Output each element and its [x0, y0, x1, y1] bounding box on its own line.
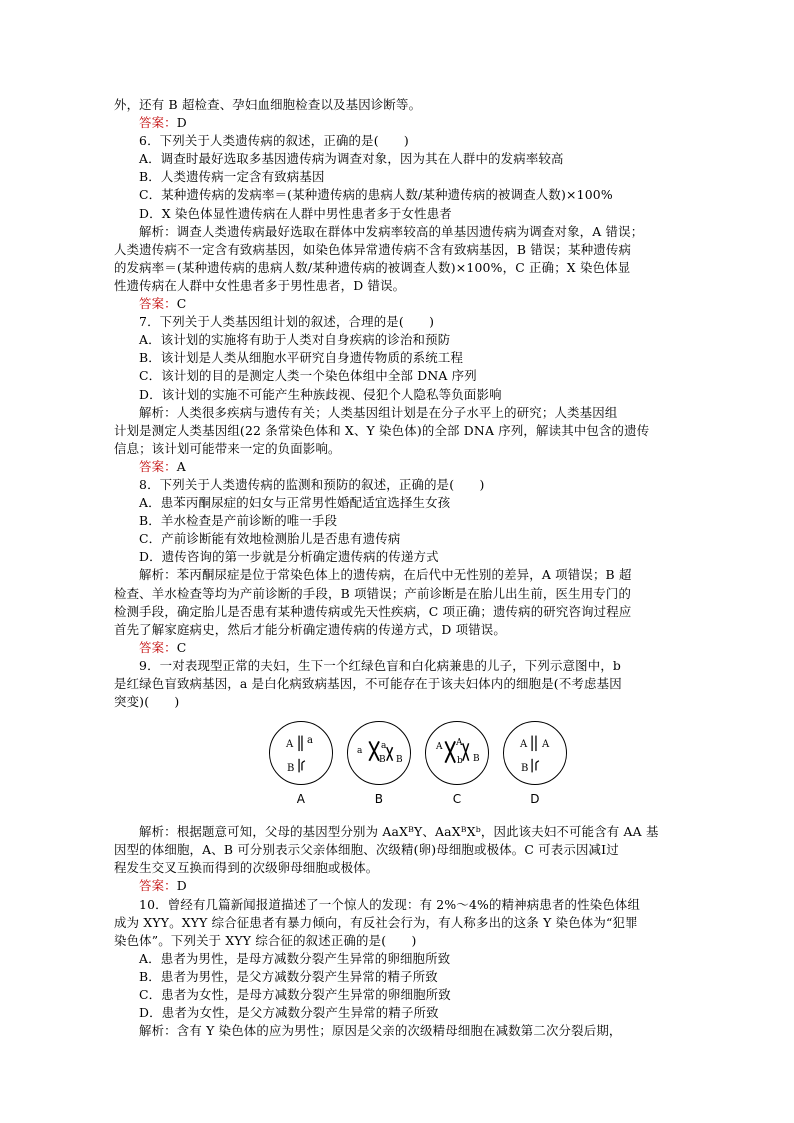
answer-label: 答案： — [139, 296, 177, 312]
cell-a-caption: A — [296, 792, 306, 807]
answer-label: 答案： — [139, 458, 177, 474]
option-line: D．遗传咨询的第一步就是分析确定遗传病的传递方式 — [139, 549, 439, 565]
cell-b-caption: B — [374, 792, 384, 807]
cell-c — [425, 721, 489, 785]
text-line: 外，还有 B 超检查、孕妇血细胞检查以及基因诊断等。 — [114, 97, 422, 112]
cell-a — [269, 721, 333, 785]
text-line: 人类遗传病不一定含有致病基因，如染色体异常遗传病不含有致病基因，B 错误；某种遗传病 — [114, 241, 632, 257]
text-line: 性遗传病在人群中女性患者多于男性患者，D 错误。 — [114, 277, 406, 293]
cell-a-chromosomes — [270, 722, 332, 784]
answer-value: D — [176, 115, 187, 131]
answer-line — [114, 639, 674, 657]
cell-c-caption: C — [452, 792, 462, 807]
document-body — [114, 96, 674, 1040]
answer-line — [114, 458, 674, 476]
option-line: C．某种遗传病的发病率＝(某种遗传病的患病人数/某种遗传病的被调查人数)×100% — [139, 187, 613, 203]
cell-a-gene-3: B — [287, 763, 295, 775]
option-line: C．产前诊断能有效地检测胎儿是否患有遗传病 — [139, 531, 401, 547]
paragraph-start-line: 解析：含有 Y 染色体的应为男性；原因是父亲的次级精母细胞在减数第二次分裂后期， — [139, 1023, 622, 1039]
text-line: 的发病率＝(某种遗传病的患病人数/某种遗传病的被调查人数)×100%，C 正确；X 染色体显 — [114, 259, 631, 275]
text-line: 计划是测定人类基因组(22 条常染色体和 X、Y 染色体)的全部 DNA 序列，解读其中包含的遗传 — [114, 422, 650, 438]
cell-d-gene-2: A — [542, 739, 550, 751]
text-block-bottom — [114, 823, 674, 1040]
text-line: 检测手段，确定胎儿是否患有某种遗传病或先天性疾病，C 项正确；遗传病的研究咨询过程应 — [114, 603, 632, 619]
paragraph-start-line: 9．一对表现型正常的夫妇，生下一个红绿色盲和白化病兼患的儿子，下列示意图中，b — [139, 657, 622, 673]
cell-d-caption: D — [530, 792, 540, 807]
text-line: 程发生交叉互换而得到的次级卵母细胞或极体。 — [114, 860, 379, 876]
paragraph-start-line: 8．下列关于人类遗传病的监测和预防的叙述，正确的是( ) — [139, 476, 485, 492]
text-line: 染色体”。下列关于 XYY 综合征的叙述正确的是( ) — [114, 932, 417, 948]
text-line: 是红绿色盲致病基因，a 是白化病致病基因，不可能存在于该夫妇体内的细胞是(不考虑基因 — [114, 676, 622, 691]
text-line: 检查、羊水检查等均为产前诊断的手段，B 项错误；产前诊断是在胎儿出生前，医生用专门的 — [114, 585, 632, 601]
option-line: A．调查时最好选取多基因遗传病为调查对象，因为其在人群中的发病率较高 — [139, 151, 564, 167]
cell-d — [503, 721, 567, 785]
cell-d-chromosomes — [504, 722, 566, 784]
paragraph-start-line: 6．下列关于人类遗传病的叙述，正确的是( ) — [139, 133, 409, 149]
answer-value: A — [176, 458, 186, 474]
paragraph-start-line: 解析：调查人类遗传病最好选取在群体中发病率较高的单基因遗传病为调查对象，A 错误； — [139, 223, 644, 239]
paragraph-start-line: 解析：人类很多疾病与遗传有关；人类基因组计划是在分子水平上的研究；人类基因组 — [139, 404, 618, 420]
answer-label: 答案： — [139, 115, 177, 131]
cell-b-gene-2: a — [381, 741, 387, 752]
option-line: D．X 染色体显性遗传病在人群中男性患者多于女性患者 — [139, 205, 452, 221]
answer-value: D — [176, 878, 187, 894]
cell-b — [347, 721, 411, 785]
option-line: C．患者为女性，是母方减数分裂产生异常的卵细胞所致 — [139, 987, 451, 1003]
option-line: D．该计划的实施不可能产生种族歧视、侵犯个人隐私等负面影响 — [139, 386, 502, 402]
text-line: 成为 XYY。XYY 综合征患者有暴力倾向，有反社会行为，有人称多出的这条 Y 染色体为“犯罪 — [114, 914, 638, 930]
cell-c-gene-3: b — [457, 756, 463, 767]
paragraph-start-line: 解析：根据题意可知，父母的基因型分别为 AaXᴮY、AaXᴮXᵇ，因此该夫妇不可能含有 AA 基 — [139, 824, 659, 840]
cell-a-gene-2: a — [307, 735, 314, 747]
cell-a-gene-1: A — [286, 739, 294, 751]
answer-value: C — [176, 639, 187, 655]
answer-label: 答案： — [139, 878, 177, 894]
option-line: B．羊水检查是产前诊断的唯一手段 — [139, 513, 338, 529]
text-line: 因型的体细胞，A、B 可分别表示父亲体细胞、次级精(卵)母细胞或极体。C 可表示因减Ⅰ过 — [114, 842, 619, 858]
paragraph-start-line: 10．曾经有几篇新闻报道描述了一个惊人的发现：有 2%～4%的精神病患者的性染色体组 — [139, 896, 641, 912]
option-line: D．患者为女性，是父方减数分裂产生异常的精子所致 — [139, 1005, 439, 1021]
option-line: B．该计划是人类从细胞水平研究自身遗传物质的系统工程 — [139, 350, 464, 366]
option-line: C．该计划的目的是测定人类一个染色体组中全部 DNA 序列 — [139, 368, 477, 384]
option-line: A．患苯丙酮尿症的妇女与正常男性婚配适宜选择生女孩 — [139, 495, 451, 511]
answer-line — [114, 114, 674, 132]
cell-b-gene-3: B — [379, 755, 386, 766]
option-line: B．人类遗传病一定含有致病基因 — [139, 169, 325, 185]
text-block-top — [114, 96, 674, 711]
cell-c-gene-4: B — [473, 754, 480, 765]
text-line: 首先了解家庭病史，然后才能分析确定遗传病的传递方式，D 项错误。 — [114, 621, 506, 637]
cell-b-gene-4: B — [396, 755, 403, 766]
cell-d-gene-3: B — [521, 763, 529, 775]
cell-b-gene-1: a — [357, 746, 363, 757]
paragraph-start-line: 7．下列关于人类基因组计划的叙述，合理的是( ) — [139, 314, 435, 330]
answer-value: C — [176, 296, 187, 312]
answer-line — [114, 295, 674, 313]
cell-c-gene-1: A — [436, 742, 443, 753]
answer-label: 答案： — [139, 639, 177, 655]
paragraph-start-line: 解析：苯丙酮尿症是位于常染色体上的遗传病，在后代中无性别的差异，A 项错误；B 超 — [139, 567, 632, 583]
text-line: 突变)( ) — [114, 694, 180, 710]
option-line: A．该计划的实施将有助于人类对自身疾病的诊治和预防 — [139, 332, 451, 348]
answer-line — [114, 877, 674, 895]
cell-d-gene-1: A — [520, 739, 528, 751]
option-line: A．患者为男性，是母方减数分裂产生异常的卵细胞所致 — [139, 950, 451, 966]
cell-diagram-figure — [114, 721, 674, 821]
cell-c-gene-2: A — [456, 738, 463, 749]
option-line: B．患者为男性，是父方减数分裂产生异常的精子所致 — [139, 968, 438, 984]
text-line: 信息；该计划可能带来一定的负面影响。 — [114, 440, 341, 456]
